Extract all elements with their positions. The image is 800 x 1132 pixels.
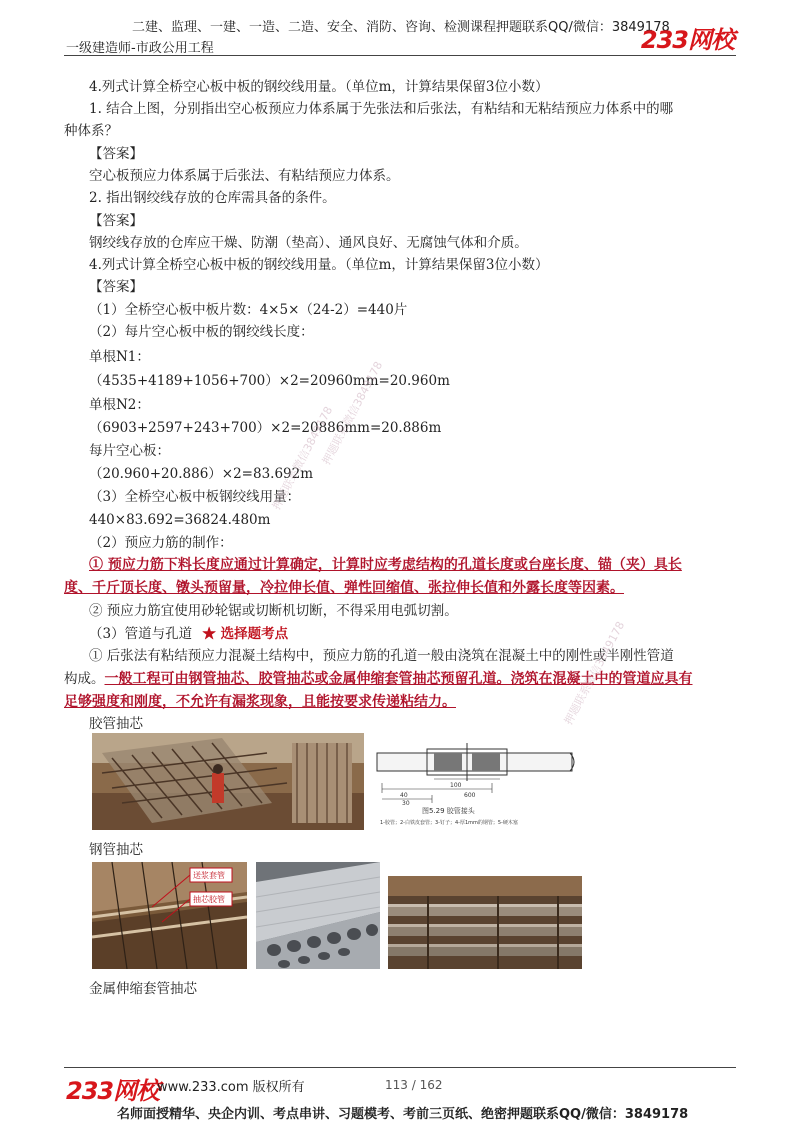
footer-logo: 233网校	[66, 1077, 160, 1105]
footer-promo: 名师面授精华、央企内训、考点串讲、习题模考、考前三页纸、绝密押题联系QQ/微信：3849178	[117, 1107, 689, 1122]
paragraph-3-red-a: 一般工程可由钢管抽芯、胶管抽芯或金属伸缩套管抽芯预留孔道。浇筑在混凝土中的管道应具有	[104, 671, 693, 687]
header-subtitle: 一级建造师-市政公用工程	[66, 41, 214, 56]
watermark-1: 押题联系微信3849178	[319, 359, 386, 468]
answer-label-1: 【答案】	[89, 146, 143, 162]
n2-calc: （6903+2597+243+700）×2=20886mm=20.886m	[89, 420, 442, 436]
pipe-label-a: 送浆套管	[193, 871, 225, 880]
photo-metal-pipes	[388, 876, 582, 969]
key-point-1-line1: ① 预应力筋下料长度应通过计算确定，计算时应考虑结构的孔道长度或台座长度、锚（夹）具长	[89, 557, 682, 573]
pipe-label-b: 抽芯胶管	[193, 895, 225, 904]
header-promo: 二建、监理、一建、一造、二造、安全、消防、咨询、检测课程押题联系QQ/微信：3849178	[132, 20, 670, 35]
exam-point-tag: ★ 选择题考点	[202, 626, 289, 642]
paragraph-3-line3: 足够强度和刚度，不允许有漏浆现象，且能按要求传递粘结力。	[64, 694, 456, 710]
dim-label-40: 40	[400, 792, 408, 799]
question-2: 2. 指出钢绞线存放的仓库需具备的条件。	[89, 190, 336, 206]
caption-rubber-tube-core: 胶管抽芯	[89, 716, 143, 732]
n1-label: 单根N1：	[89, 349, 150, 365]
paragraph-3-plain: 构成。	[64, 671, 105, 687]
diagram-title: 图5.29 胶管接头	[422, 807, 475, 815]
watermark-2: 押题联系微信3849178	[269, 404, 336, 513]
page-number: 113 / 162	[385, 1078, 443, 1092]
answer-2: 钢绞线存放的仓库应干燥、防潮（垫高）、通风良好、无腐蚀气体和介质。	[89, 235, 528, 251]
section-2-heading: （2）预应力筋的制作：	[89, 535, 233, 551]
each-panel-label: 每片空心板：	[89, 443, 170, 459]
section-3-heading	[89, 624, 288, 644]
calc-step-1: （1）全桥空心板中板片数：4×5×（24-2）=440片	[89, 302, 408, 318]
calc-step-2: （2）每片空心板中板的钢绞线长度：	[89, 324, 314, 340]
calc-step-3-result: 440×83.692=36824.480m	[89, 512, 271, 528]
caption-steel-tube-core: 钢管抽芯	[89, 842, 143, 858]
diagram-legend: 1-胶管；2-白铁皮套管；3-钉子；4-厚1mm的钢管；5-硬木塞	[380, 820, 518, 826]
key-point-1-line2: 度、千斤顶长度、镦头预留量，冷拉伸长值、弹性回缩值、张拉伸长值和外露长度等因素。	[64, 580, 624, 596]
question-1-line1: 1. 结合上图，分别指出空心板预应力体系属于先张法和后张法，有粘结和无粘结预应力体系中的哪	[89, 101, 674, 117]
n2-label: 单根N2：	[89, 397, 150, 413]
footer-site: www.233.com 版权所有	[157, 1080, 305, 1095]
caption-metal-sleeve-core: 金属伸缩套管抽芯	[89, 981, 197, 997]
diagram-rubber-tube-joint	[372, 733, 582, 830]
answer-label-4: 【答案】	[89, 279, 143, 295]
watermark-3: 押题联系微信3849178	[561, 619, 628, 728]
dim-label-30: 30	[402, 800, 410, 807]
footer-divider	[64, 1067, 736, 1068]
question-1-line2: 种体系？	[64, 123, 118, 139]
dim-label-600: 600	[464, 792, 476, 799]
answer-label-2: 【答案】	[89, 213, 143, 229]
question-4-repeat: 4.列式计算全桥空心板中板的钢绞线用量。（单位m，计算结果保留3位小数）	[89, 257, 549, 273]
paragraph-3-line1: ① 后张法有粘结预应力混凝土结构中，预应力筋的孔道一般由浇筑在混凝土中的刚性或半刚性管道	[89, 648, 674, 664]
brand-logo: 233网校	[640, 26, 734, 54]
answer-1: 空心板预应力体系属于后张法、有粘结预应力体系。	[89, 168, 400, 184]
photo-rebar-cage	[92, 733, 364, 830]
n1-calc: （4535+4189+1056+700）×2=20960mm=20.960m	[89, 373, 450, 389]
each-panel-calc: （20.960+20.886）×2=83.692m	[89, 466, 314, 482]
section-3-title: （3）管道与孔道	[89, 626, 193, 642]
photo-hollow-core-slabs	[256, 862, 380, 969]
paragraph-2: ② 预应力筋宜使用砂轮锯或切断机切断，不得采用电弧切割。	[89, 603, 458, 619]
photo-formwork-pipes	[92, 862, 247, 969]
dim-label-100: 100	[450, 782, 462, 789]
calc-step-3: （3）全桥空心板中板钢绞线用量：	[89, 489, 301, 505]
header-divider	[64, 55, 736, 56]
question-4-title: 4.列式计算全桥空心板中板的钢绞线用量。（单位m，计算结果保留3位小数）	[89, 79, 549, 95]
